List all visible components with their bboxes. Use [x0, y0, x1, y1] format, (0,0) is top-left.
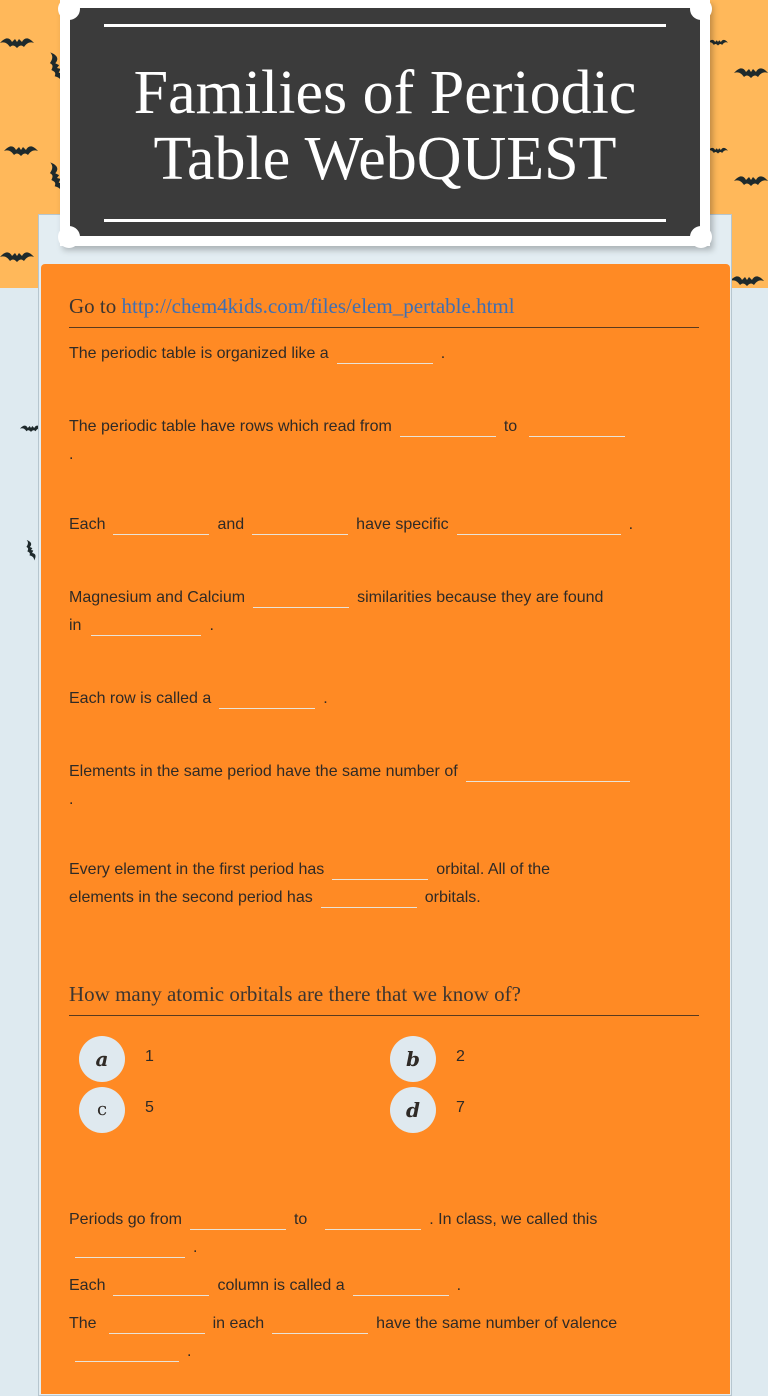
answer-blank[interactable] [75, 1345, 179, 1362]
question-6: Elements in the same period have the same number of . [69, 758, 699, 814]
corner-decoration [690, 0, 712, 20]
question-5: Each row is called a . [69, 690, 328, 707]
question-10: The in each have the same number of valence . [69, 1315, 618, 1360]
answer-blank[interactable] [332, 863, 428, 880]
answer-blank[interactable] [219, 692, 315, 709]
option-letter-badge: a [79, 1036, 125, 1082]
answer-blank[interactable] [113, 518, 209, 535]
answer-blank[interactable] [325, 1213, 421, 1230]
answer-blank[interactable] [253, 591, 349, 608]
bat-icon [0, 34, 34, 50]
mc-question: How many atomic orbitals are there that we know of? [69, 982, 699, 1016]
intro-prefix: Go to [69, 294, 122, 318]
bat-icon [708, 34, 728, 50]
answer-blank[interactable] [109, 1317, 205, 1334]
page-title [70, 60, 700, 192]
mc-options [79, 1036, 679, 1146]
title-line-2: Table WebQUEST [153, 125, 617, 193]
option-a[interactable] [79, 1036, 379, 1082]
question-1: The periodic table is organized like a . [69, 345, 446, 362]
option-value: 7 [456, 1099, 465, 1116]
question-9: Each column is called a . [69, 1277, 462, 1294]
bat-icon [734, 172, 768, 188]
answer-blank[interactable] [529, 420, 625, 437]
chalkboard [70, 8, 700, 236]
option-d[interactable] [390, 1087, 690, 1133]
question-3: Each and have specific . [69, 516, 634, 533]
bat-icon [4, 142, 38, 158]
option-value: 5 [145, 1099, 154, 1116]
option-letter-badge: d [390, 1087, 436, 1133]
answer-blank[interactable] [457, 518, 621, 535]
bat-icon [730, 272, 764, 288]
question-8: Periods go from to . In class, we called this . [69, 1211, 598, 1256]
intro-heading [69, 294, 699, 328]
answer-blank[interactable] [75, 1241, 185, 1258]
question-7: Every element in the first period has orbital. All of the elements in the second period has orbitals. [69, 861, 551, 906]
answer-blank[interactable] [272, 1317, 368, 1334]
bat-icon [0, 248, 34, 264]
board-divider-top [104, 24, 666, 27]
answer-blank[interactable] [321, 891, 417, 908]
webquest-link[interactable]: http://chem4kids.com/files/elem_pertable.html [121, 294, 515, 318]
title-card [60, 0, 710, 246]
bat-icon [734, 64, 768, 80]
corner-decoration [690, 226, 712, 248]
answer-blank[interactable] [353, 1279, 449, 1296]
answer-blank[interactable] [113, 1279, 209, 1296]
answer-blank[interactable] [91, 619, 201, 636]
option-value: 1 [145, 1048, 154, 1065]
option-b[interactable] [390, 1036, 690, 1082]
bat-icon [708, 142, 728, 158]
answer-blank[interactable] [337, 347, 433, 364]
option-value: 2 [456, 1048, 465, 1065]
answer-blank[interactable] [190, 1213, 286, 1230]
question-4: Magnesium and Calcium similarities because they are found in . [69, 589, 604, 634]
worksheet-content [41, 264, 730, 1394]
question-2: The periodic table have rows which read from to . [69, 413, 699, 469]
answer-blank[interactable] [252, 518, 348, 535]
corner-decoration [58, 226, 80, 248]
option-letter-badge: c [79, 1087, 125, 1133]
answer-blank[interactable] [466, 765, 630, 782]
board-divider-bottom [104, 219, 666, 222]
title-line-1: Families of Periodic [133, 59, 637, 127]
answer-blank[interactable] [400, 420, 496, 437]
option-letter-badge: b [390, 1036, 436, 1082]
option-c[interactable] [79, 1087, 379, 1133]
